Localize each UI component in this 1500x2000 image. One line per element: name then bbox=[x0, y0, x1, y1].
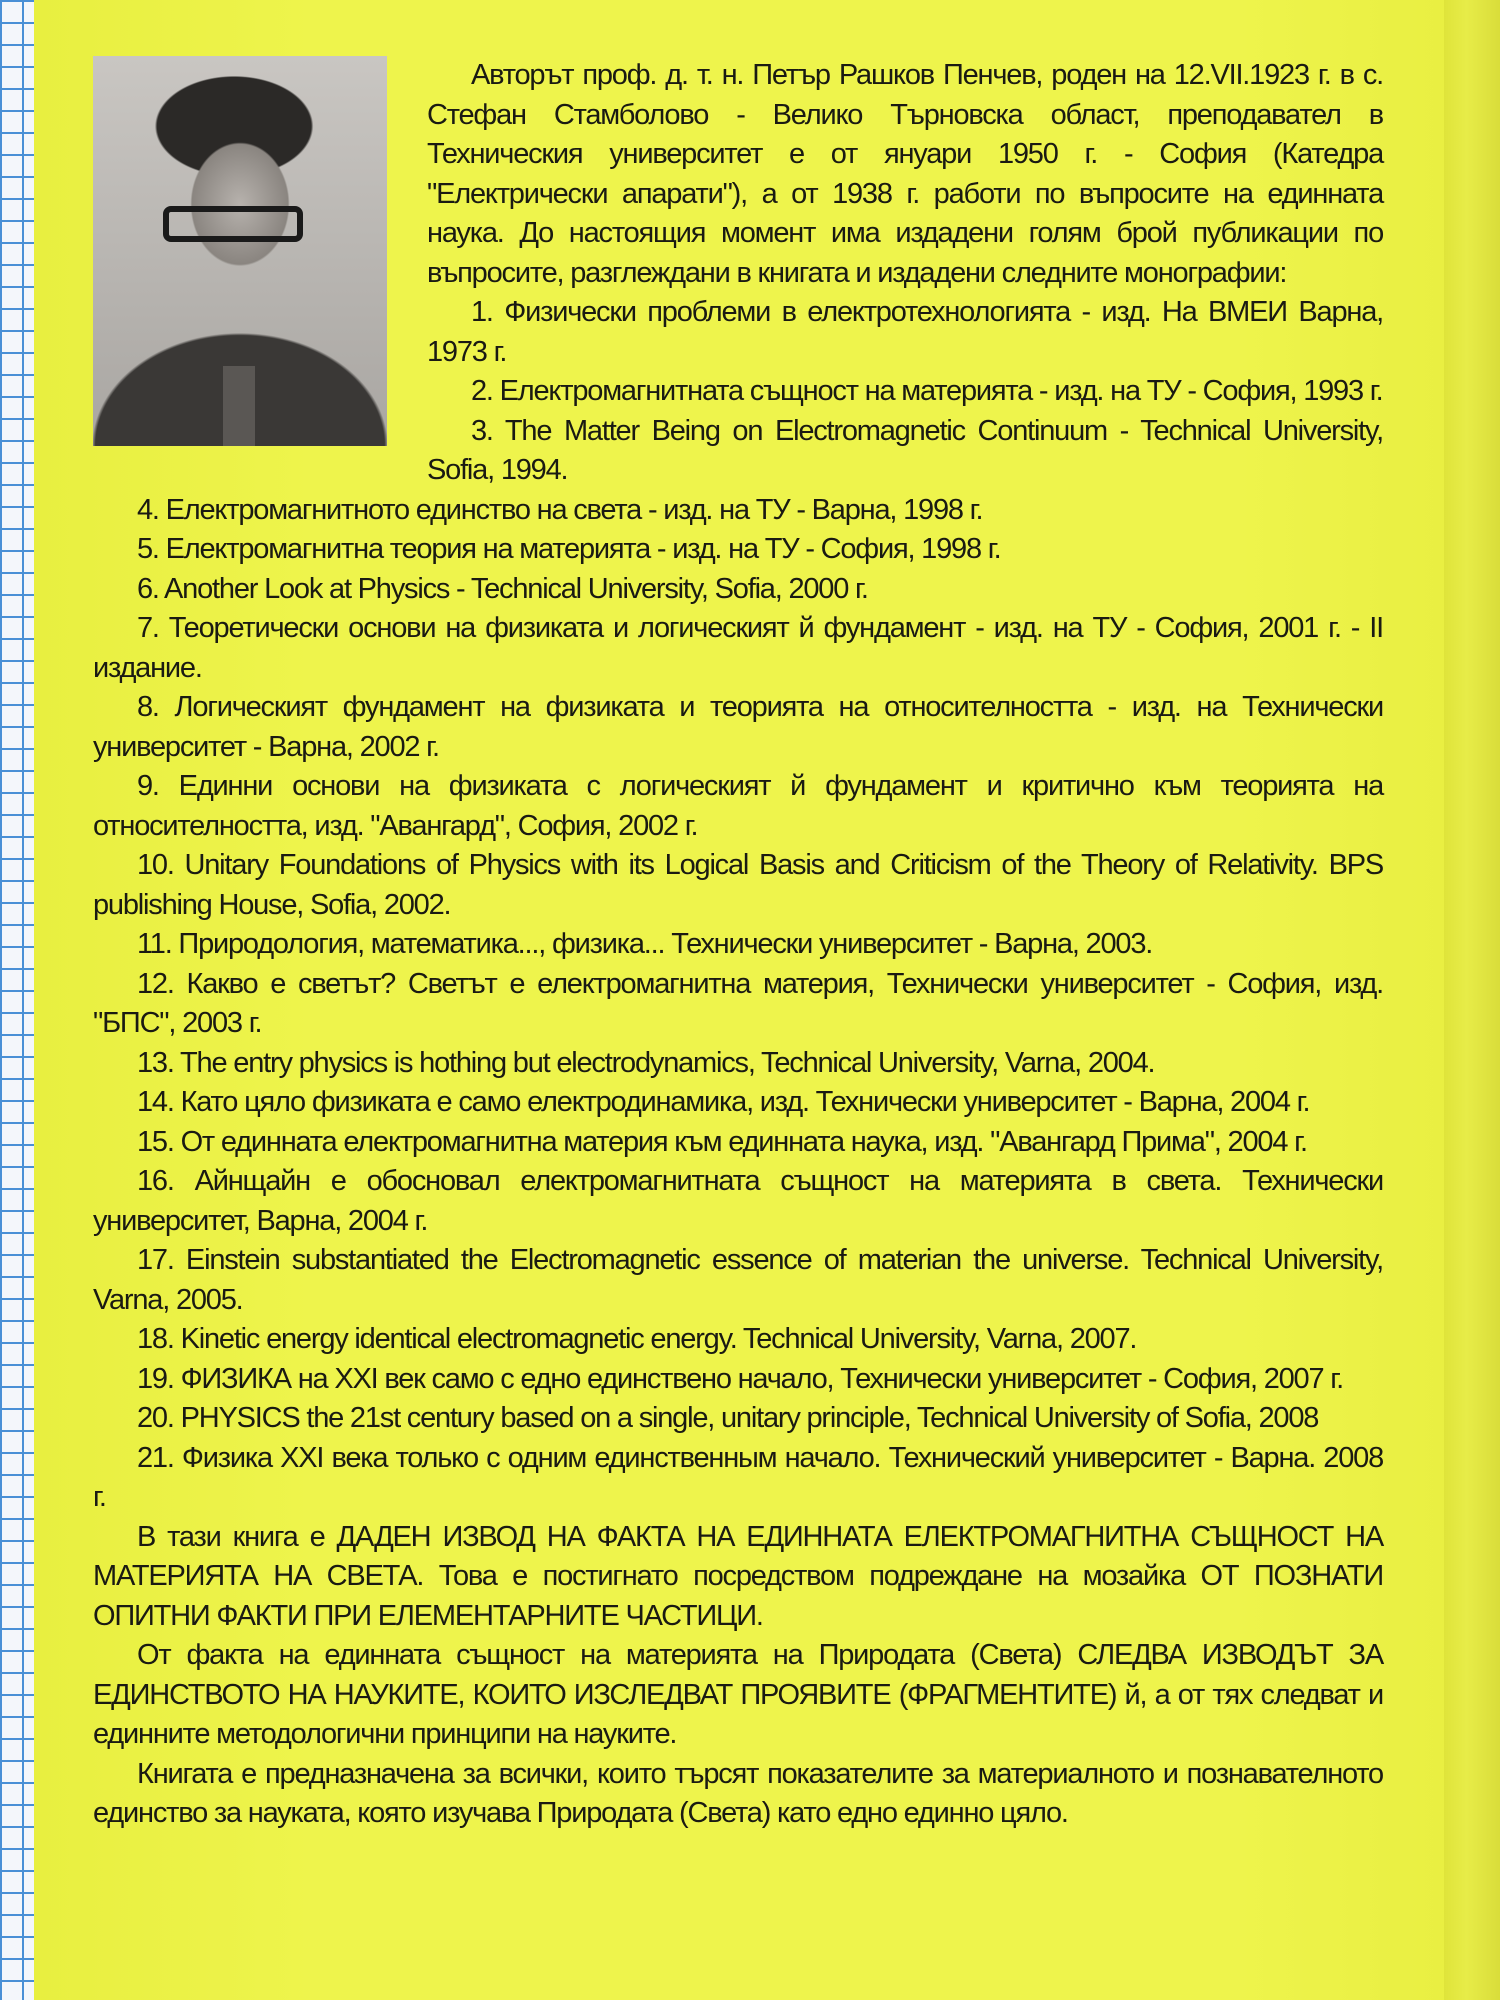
list-item: 8. Логическият фундамент на физиката и теорията на относителността - изд. на Технически университет - Варна, 2002 г. bbox=[93, 691, 1383, 763]
list-item: 4. Електромагнитното единство на света - изд. на ТУ - Варна, 1998 г. bbox=[137, 493, 983, 526]
tie-shape bbox=[223, 366, 255, 446]
closing-paragraph: От факта на единната същност на материята на Природата (Света) СЛЕДВА ИЗВОДЪТ ЗА ЕДИНСТВОТО НА НАУКИТЕ, КОИТО ИЗСЛЕДВАТ ПРОЯВИТЕ (ФРАГМЕНТИТЕ) й, а от тях следват и единните методологични принципи на науките. bbox=[93, 1639, 1383, 1750]
list-item: 9. Единни основи на физиката с логическият й фундамент и критично към теорията на относителността, изд. "Авангард", София, 2002 г. bbox=[93, 770, 1383, 842]
list-item: 13. The entry physics is hothing but electrodynamics, Technical University, Varna, 2004. bbox=[137, 1046, 1155, 1079]
list-item: 16. Айнщайн е обосновал електромагнитната същност на материята в света. Технически университет, Варна, 2004 г. bbox=[93, 1165, 1383, 1237]
list-item: 5. Електромагнитна теория на материята - изд. на ТУ - София, 1998 г. bbox=[137, 533, 1001, 565]
list-item: 19. ФИЗИКА на XXI век само с едно единствено начало, Технически университет - София, 2007 г. bbox=[137, 1362, 1343, 1395]
list-item: 3. The Matter Being on Electromagnetic Continuum - Technical University, Sofia, 1994. bbox=[427, 414, 1383, 486]
cover-fold-edge bbox=[1444, 0, 1500, 2000]
monograph-list bbox=[93, 293, 1383, 1518]
closing-paragraph: Книгата е предназначена за всички, които търсят показателите за материалното и познавателното единство за науката, която изучава Природата (Света) като едно единно цяло. bbox=[93, 1757, 1383, 1829]
list-item: 6. Another Look at Physics - Technical University, Sofia, 2000 г. bbox=[137, 572, 868, 605]
list-item: 14. Като цяло физиката е само електродинамика, изд. Технически университет - Варна, 2004 г. bbox=[137, 1086, 1310, 1118]
list-item: 11. Природология, математика..., физика... Технически университет - Варна, 2003. bbox=[137, 928, 1153, 960]
list-item: 18. Kinetic energy identical electromagnetic energy. Technical University, Varna, 2007. bbox=[137, 1323, 1137, 1355]
list-item: 10. Unitary Foundations of Physics with its Logical Basis and Criticism of the Theory of Relativity. BPS publishing House, Sofia, 2002. bbox=[93, 849, 1383, 921]
closing-paragraph: В тази книга е ДАДЕН ИЗВОД НА ФАКТА НА ЕДИННАТА ЕЛЕКТРОМАГНИТНА СЪЩНОСТ НА МАТЕРИЯТА НА СВЕТА. Това е постигнато посредством подреждане на мозайка ОТ ПОЗНАТИ ОПИТНИ ФАКТИ ПРИ ЕЛЕМЕНТАРНИТЕ ЧАСТИЦИ. bbox=[93, 1520, 1383, 1632]
list-item: 21. Физика XXI века только с одним единственным начало. Технический университет - Варна. 2008 г. bbox=[93, 1441, 1383, 1513]
grid-paper-background bbox=[0, 0, 34, 2000]
list-item: 1. Физически проблеми в електротехнологията - изд. На ВМЕИ Варна, 1973 г. bbox=[427, 296, 1383, 368]
list-item: 7. Теоретически основи на физиката и логическият й фундамент - изд. на ТУ - София, 2001 г. - II издание. bbox=[93, 612, 1383, 684]
list-item: 15. От единната електромагнитна материя към единната наука, изд. "Авангард Прима", 2004 г. bbox=[137, 1125, 1307, 1158]
cover-text bbox=[93, 56, 1383, 1834]
list-item: 17. Einstein substantiated the Electromagnetic essence of materian the universe. Technical University, Varna, 2005. bbox=[93, 1244, 1383, 1316]
list-item: 2. Електромагнитната същност на материята - изд. на ТУ - София, 1993 г. bbox=[471, 375, 1383, 407]
author-bio: Авторът проф. д. т. н. Петър Рашков Пенчев, роден на 12.VII.1923 г. в с. Стефан Стамболово - Велико Търновска област, преподавател в Техническия университет е от януари 1950 г. - София (Катедра "Електрически апарати"), а от 1938 г. работи по въпросите на единната наука. До настоящия момент има издадени голям брой публикации по въпросите, разглеждани в книгата и издадени следните монографии: bbox=[427, 59, 1383, 289]
list-item: 12. Какво е светът? Светът е електромагнитна материя, Технически университет - София, изд. "БПС", 2003 г. bbox=[93, 967, 1383, 1039]
author-portrait bbox=[93, 56, 387, 446]
list-item: 20. PHYSICS the 21st century based on a single, unitary principle, Technical University of Sofia, 2008 bbox=[137, 1402, 1319, 1434]
glasses-shape bbox=[163, 206, 303, 242]
